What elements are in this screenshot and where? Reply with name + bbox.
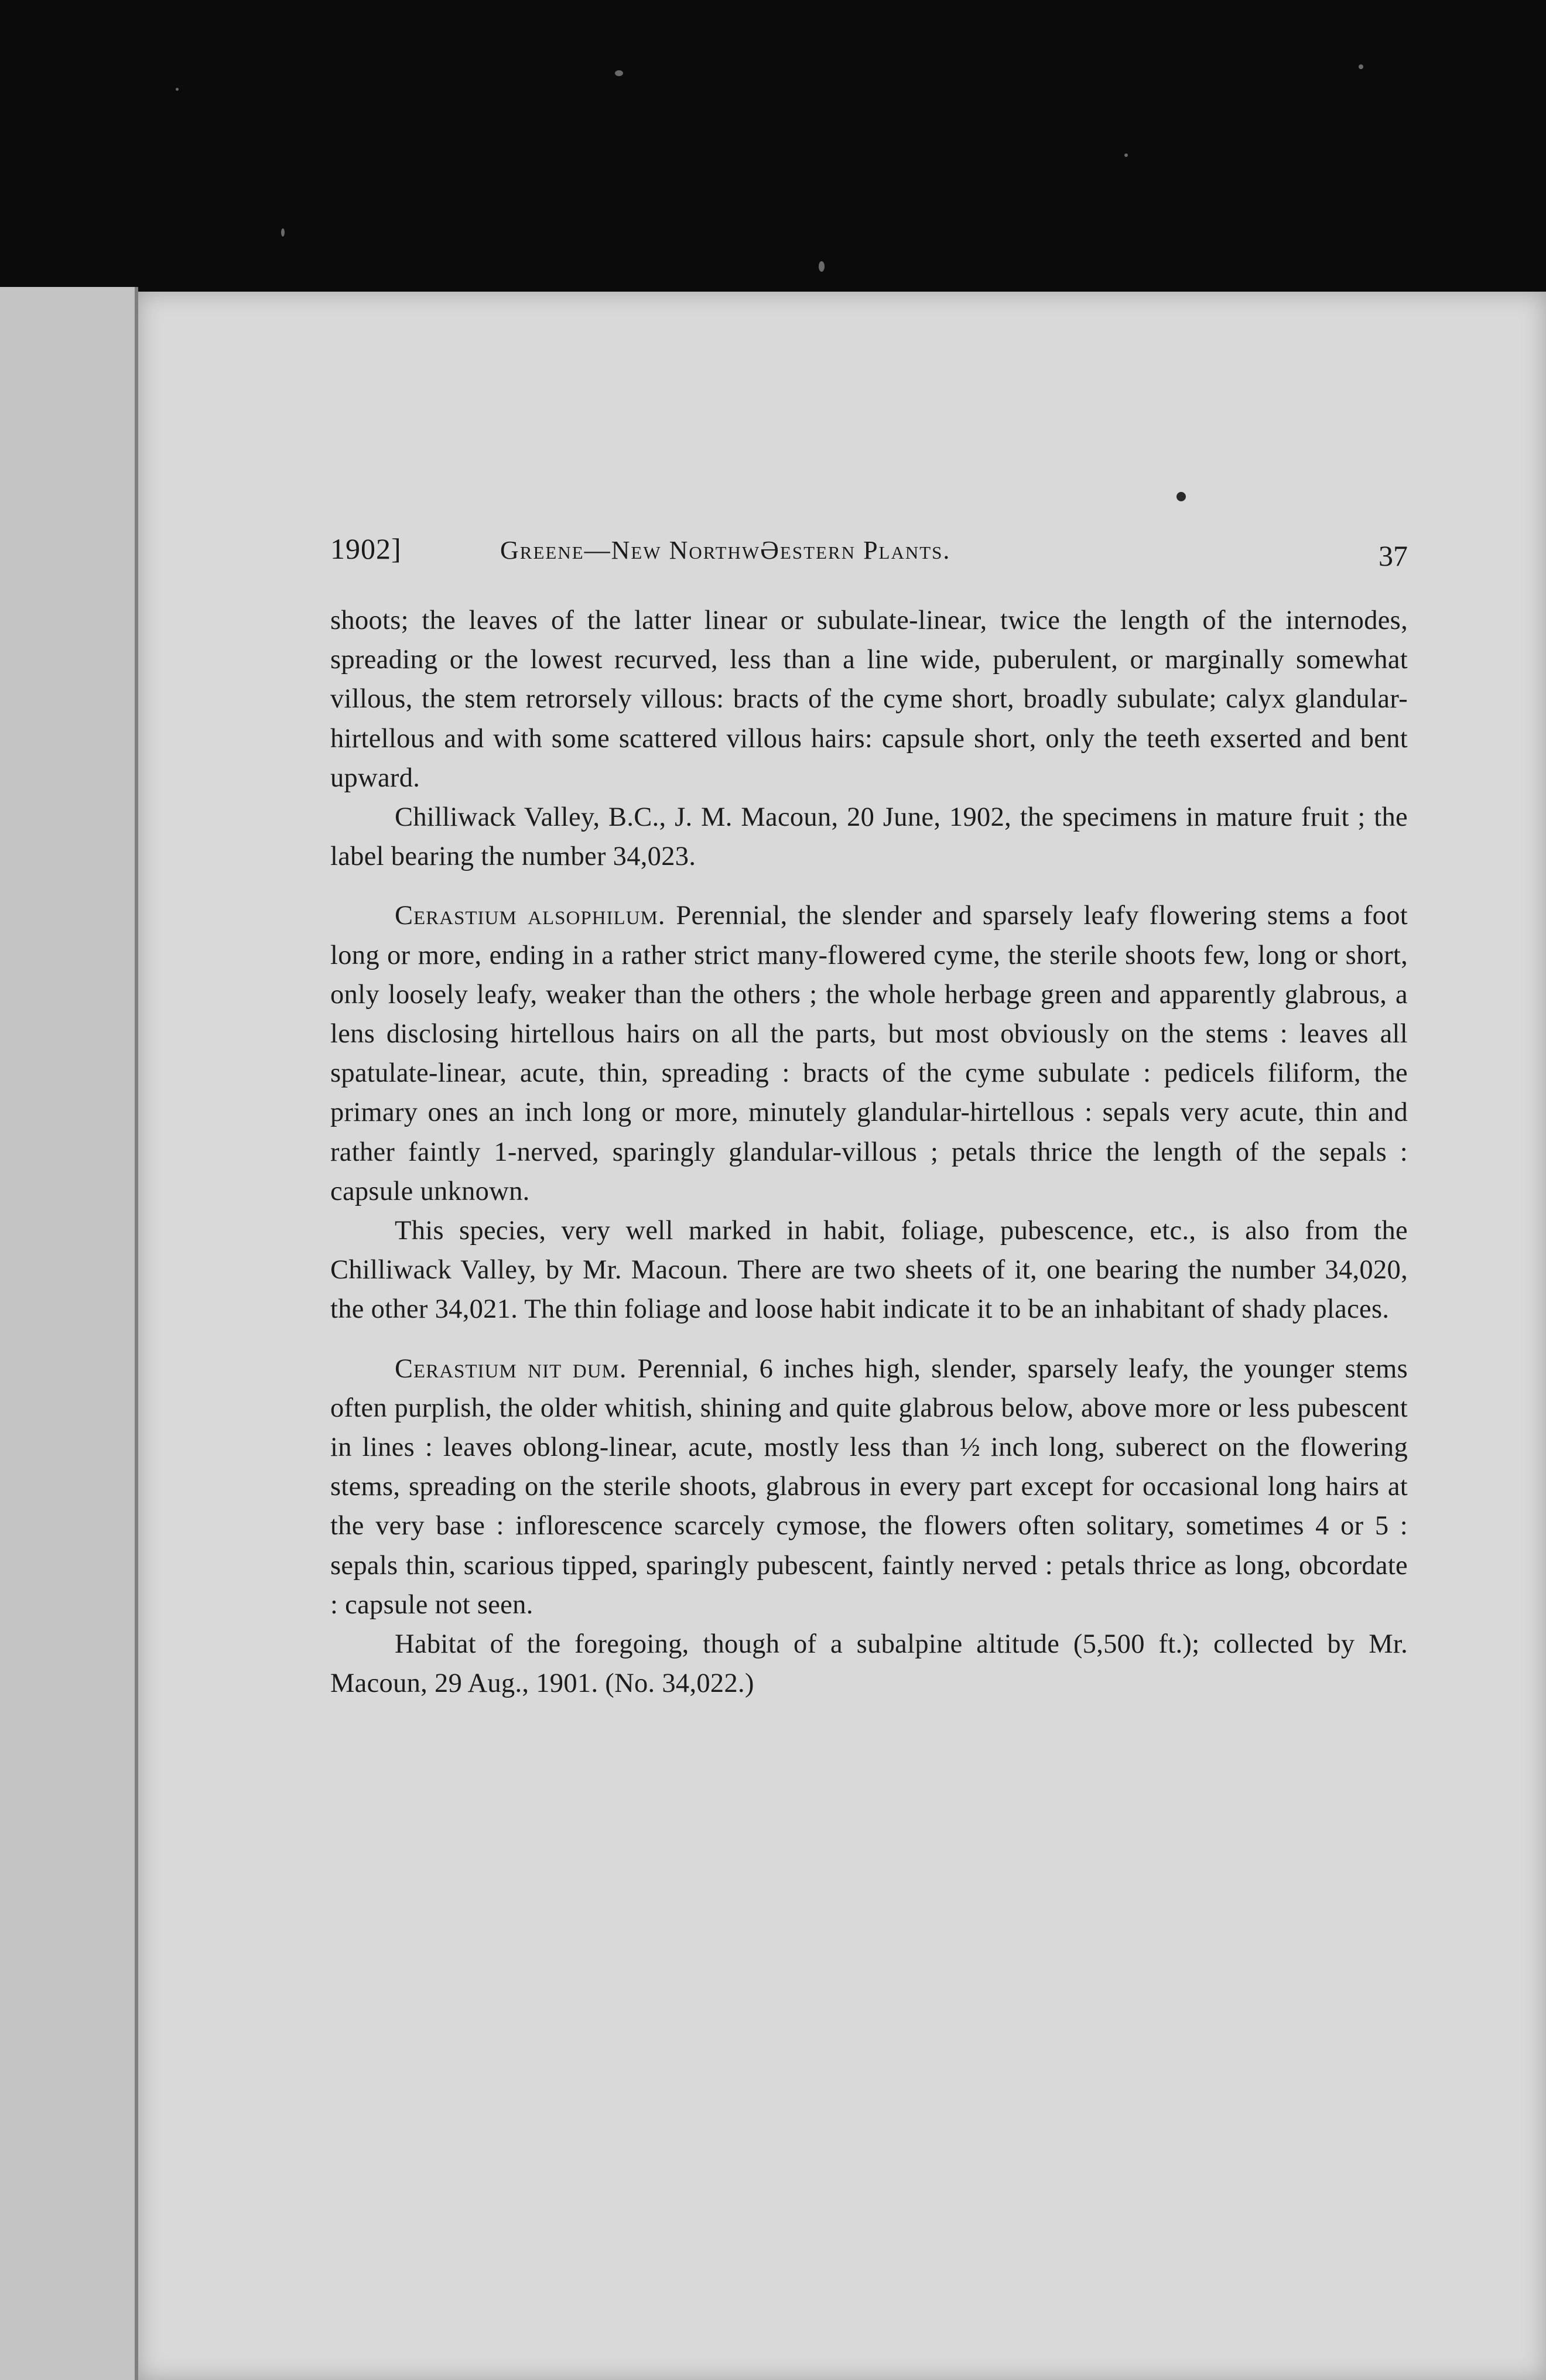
dust-speck: [819, 261, 825, 272]
dust-speck: [1359, 64, 1363, 69]
species-name: Cerastium alsophilum.: [395, 901, 666, 931]
page-number: 37: [1379, 539, 1408, 572]
paragraph-habitat: Habitat of the foregoing, though of a subalpine altitude (5,500 ft.); collected by Mr. Macoun, 29 Aug., 1901. (No. 34,022.): [330, 1629, 1408, 1699]
species-description-text: Perennial, the slender and sparsely leafy flowering stems a foot long or more, ending in a rather strict many-flowered cyme, the sterile shoots few, long or short, only loosely leafy, weaker than the others ; the whole herbage green and apparently glabrous, a lens disclosing hirtellous hairs on all the parts, but most obviously on the stems : leaves all spatulate-linear, acute, thin, spreading : bracts of the cyme subulate : pedicels filiform, the primary ones an inch long or more, minutely glandular-hirtellous : sepals very acute, thin and rather faintly 1-nerved, sparingly glandular-villous ; petals thrice the length of the sepals : capsule unknown.: [330, 901, 1408, 1206]
dust-speck: [281, 228, 285, 237]
page-header: [330, 532, 1408, 581]
paragraph-species-note: This species, very well marked in habit, foliage, pubescence, etc., is also from the Chilliwack Valley, by Mr. Macoun. There are two sheets of it, one bearing the number 34,020, the other 34,021. The thin foliage and loose habit indicate it to be an inhabitant of shady places.: [330, 1216, 1408, 1325]
dust-speck: [176, 88, 179, 91]
ink-dot: [1176, 492, 1186, 501]
paragraph-locality: Chilliwack Valley, B.C., J. M. Macoun, 20 June, 1902, the specimens in mature fruit ; the label bearing the number 34,023.: [330, 802, 1408, 872]
previous-page-edge: [0, 287, 138, 2380]
dust-speck: [615, 70, 623, 76]
dust-speck: [1124, 153, 1128, 157]
paragraph-continuation: shoots; the leaves of the latter linear or subulate-linear, twice the length of the internodes, spreading or the lowest recurved, less than a line wide, puberulent, or marginally somewhat villous, the stem retrorsely villous: bracts of the cyme short, broadly subulate; calyx glandular-hirtellous and with some scattered villous hairs: capsule short, only the teeth exserted and bent upward.: [330, 606, 1408, 793]
running-title: Greene—New NorthwƏestern Plants.: [500, 536, 951, 565]
body-text: [330, 601, 1408, 1703]
species-name: Cerastium nit dum.: [395, 1353, 627, 1384]
species-description-nitidum: [330, 1349, 1408, 1625]
book-page: [138, 292, 1546, 2380]
species-description-text: Perennial, 6 inches high, slender, sparsely leafy, the younger stems often purplish, the older whitish, shining and quite glabrous below, above more or less pubescent in lines : leaves oblong-linear, acute, mostly less than ½ inch long, suberect on the flowering stems, spreading on the sterile shoots, glabrous in every part except for occasional long hairs at the very base : inflorescence scarcely cymose, the flowers often solitary, sometimes 4 or 5 : sepals thin, scarious tipped, sparingly pubescent, faintly nerved : petals thrice as long, obcordate : capsule not seen.: [330, 1353, 1408, 1620]
species-description-alsophilum: [330, 896, 1408, 1211]
header-year: 1902]: [330, 532, 402, 565]
